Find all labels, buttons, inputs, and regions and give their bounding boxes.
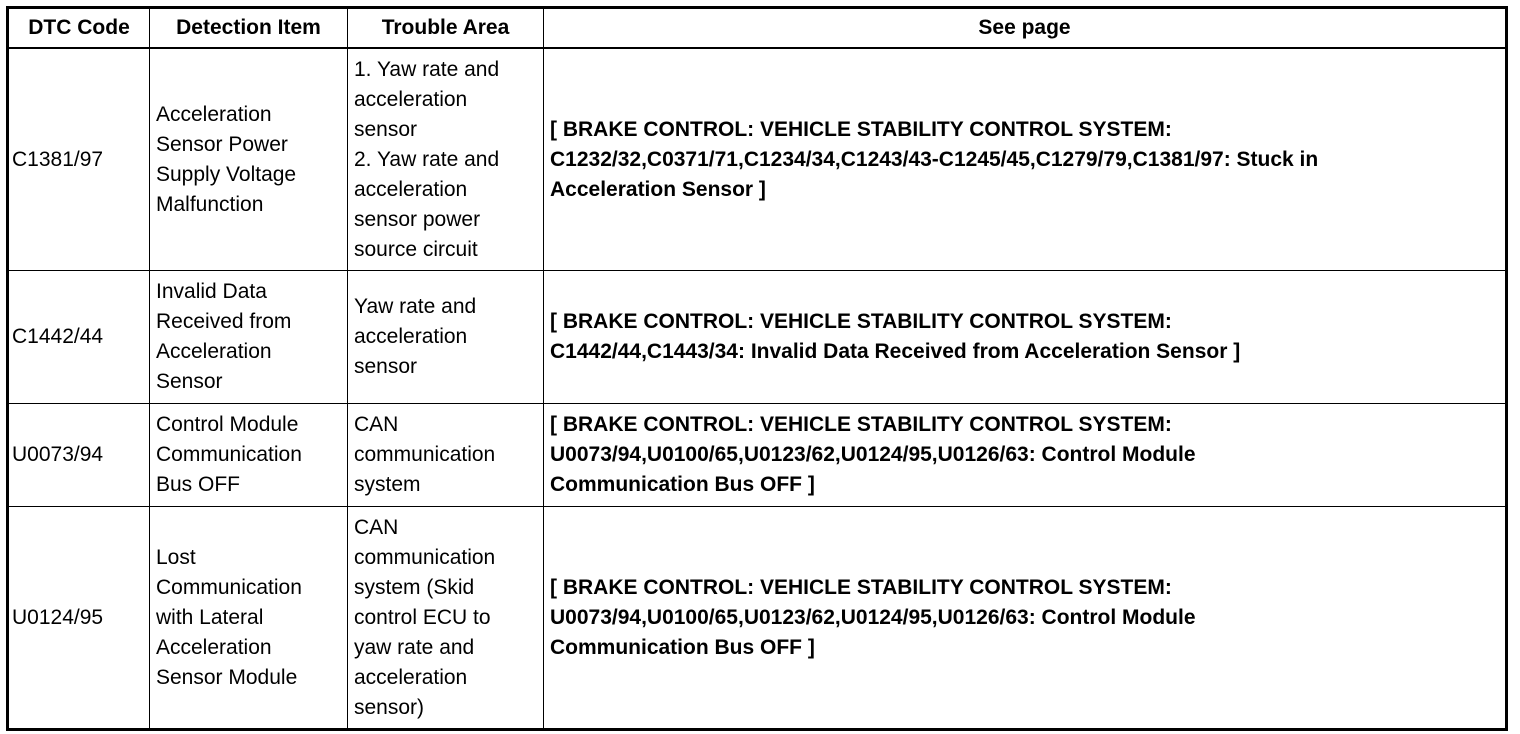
table-row bbox=[8, 48, 1507, 271]
trouble-area-line: acceleration bbox=[354, 177, 468, 201]
detection-item-cell bbox=[150, 48, 348, 271]
trouble-area-line: source circuit bbox=[354, 237, 478, 261]
dtc-code-cell: U0124/95 bbox=[8, 507, 150, 730]
see-page-line: [ BRAKE CONTROL: VEHICLE STABILITY CONTROL SYSTEM: bbox=[550, 310, 1172, 333]
dtc-code-cell: C1381/97 bbox=[8, 48, 150, 271]
trouble-area-line: sensor power bbox=[354, 207, 481, 231]
trouble-area-line: CAN bbox=[354, 413, 399, 436]
header-trouble-area: Trouble Area bbox=[348, 8, 544, 49]
see-page-line: U0073/94,U0100/65,U0123/62,U0124/95,U0126/63: Control Module bbox=[550, 443, 1196, 466]
see-page-link[interactable] bbox=[544, 48, 1507, 271]
see-page-line: C1442/44,C1443/34: Invalid Data Received from Acceleration Sensor ] bbox=[550, 340, 1241, 363]
table-row bbox=[8, 404, 1507, 507]
trouble-area-line: yaw rate and bbox=[354, 635, 475, 659]
detection-item-line: Sensor Power bbox=[156, 132, 288, 156]
detection-item-line: Lost bbox=[156, 545, 196, 569]
trouble-area-cell bbox=[348, 271, 544, 404]
detection-item-line: Communication bbox=[156, 443, 302, 466]
trouble-area-line: communication bbox=[354, 443, 496, 466]
detection-item-cell bbox=[150, 271, 348, 404]
trouble-area-line: control ECU to bbox=[354, 605, 491, 629]
trouble-area-line: Yaw rate and bbox=[354, 295, 477, 318]
detection-item-line: Bus OFF bbox=[156, 473, 241, 496]
see-page-link[interactable] bbox=[544, 271, 1507, 404]
trouble-area-line: acceleration bbox=[354, 325, 468, 348]
trouble-area-line: acceleration bbox=[354, 665, 468, 689]
see-page-line: Communication Bus OFF ] bbox=[550, 635, 815, 659]
table-row bbox=[8, 271, 1507, 404]
detection-item-line: Malfunction bbox=[156, 192, 264, 216]
detection-item-cell bbox=[150, 404, 348, 507]
detection-item-line: Sensor Module bbox=[156, 665, 298, 689]
detection-item-line: Communication bbox=[156, 575, 302, 599]
trouble-area-line: 2. Yaw rate and bbox=[354, 147, 500, 171]
detection-item-line: Invalid Data bbox=[156, 280, 267, 303]
see-page-link[interactable] bbox=[544, 507, 1507, 730]
trouble-area-line: sensor bbox=[354, 355, 418, 378]
trouble-area-line: acceleration bbox=[354, 87, 468, 111]
header-dtc-code: DTC Code bbox=[8, 8, 150, 49]
trouble-area-line: sensor bbox=[354, 117, 418, 141]
detection-item-line: Acceleration bbox=[156, 102, 272, 126]
dtc-code-cell: C1442/44 bbox=[8, 271, 150, 404]
detection-item-line: Sensor bbox=[156, 370, 223, 393]
detection-item-line: Acceleration bbox=[156, 340, 272, 363]
header-detection-item: Detection Item bbox=[150, 8, 348, 49]
dtc-table bbox=[6, 6, 1508, 731]
see-page-line: [ BRAKE CONTROL: VEHICLE STABILITY CONTROL SYSTEM: bbox=[550, 413, 1172, 436]
detection-item-line: Received from bbox=[156, 310, 292, 333]
see-page-line: [ BRAKE CONTROL: VEHICLE STABILITY CONTROL SYSTEM: bbox=[550, 575, 1172, 599]
detection-item-line: Control Module bbox=[156, 413, 299, 436]
trouble-area-line: communication bbox=[354, 545, 496, 569]
dtc-code-cell: U0073/94 bbox=[8, 404, 150, 507]
see-page-line: Acceleration Sensor ] bbox=[550, 177, 766, 201]
trouble-area-cell bbox=[348, 404, 544, 507]
trouble-area-line: system (Skid bbox=[354, 575, 475, 599]
detection-item-cell bbox=[150, 507, 348, 730]
trouble-area-line: 1. Yaw rate and bbox=[354, 57, 500, 81]
see-page-line: C1232/32,C0371/71,C1234/34,C1243/43-C1245/45,C1279/79,C1381/97: Stuck in bbox=[550, 147, 1319, 171]
detection-item-line: with Lateral bbox=[156, 605, 264, 629]
trouble-area-cell bbox=[348, 48, 544, 271]
detection-item-line: Acceleration bbox=[156, 635, 272, 659]
trouble-area-line: CAN bbox=[354, 515, 399, 539]
trouble-area-cell bbox=[348, 507, 544, 730]
see-page-line: Communication Bus OFF ] bbox=[550, 473, 815, 496]
detection-item-line: Supply Voltage bbox=[156, 162, 297, 186]
see-page-line: U0073/94,U0100/65,U0123/62,U0124/95,U0126/63: Control Module bbox=[550, 605, 1196, 629]
trouble-area-line: system bbox=[354, 473, 421, 496]
see-page-line: [ BRAKE CONTROL: VEHICLE STABILITY CONTROL SYSTEM: bbox=[550, 117, 1172, 141]
see-page-link[interactable] bbox=[544, 404, 1507, 507]
trouble-area-line: sensor) bbox=[354, 695, 425, 719]
table-row bbox=[8, 507, 1507, 730]
header-see-page: See page bbox=[544, 8, 1507, 49]
header-row bbox=[8, 8, 1507, 49]
